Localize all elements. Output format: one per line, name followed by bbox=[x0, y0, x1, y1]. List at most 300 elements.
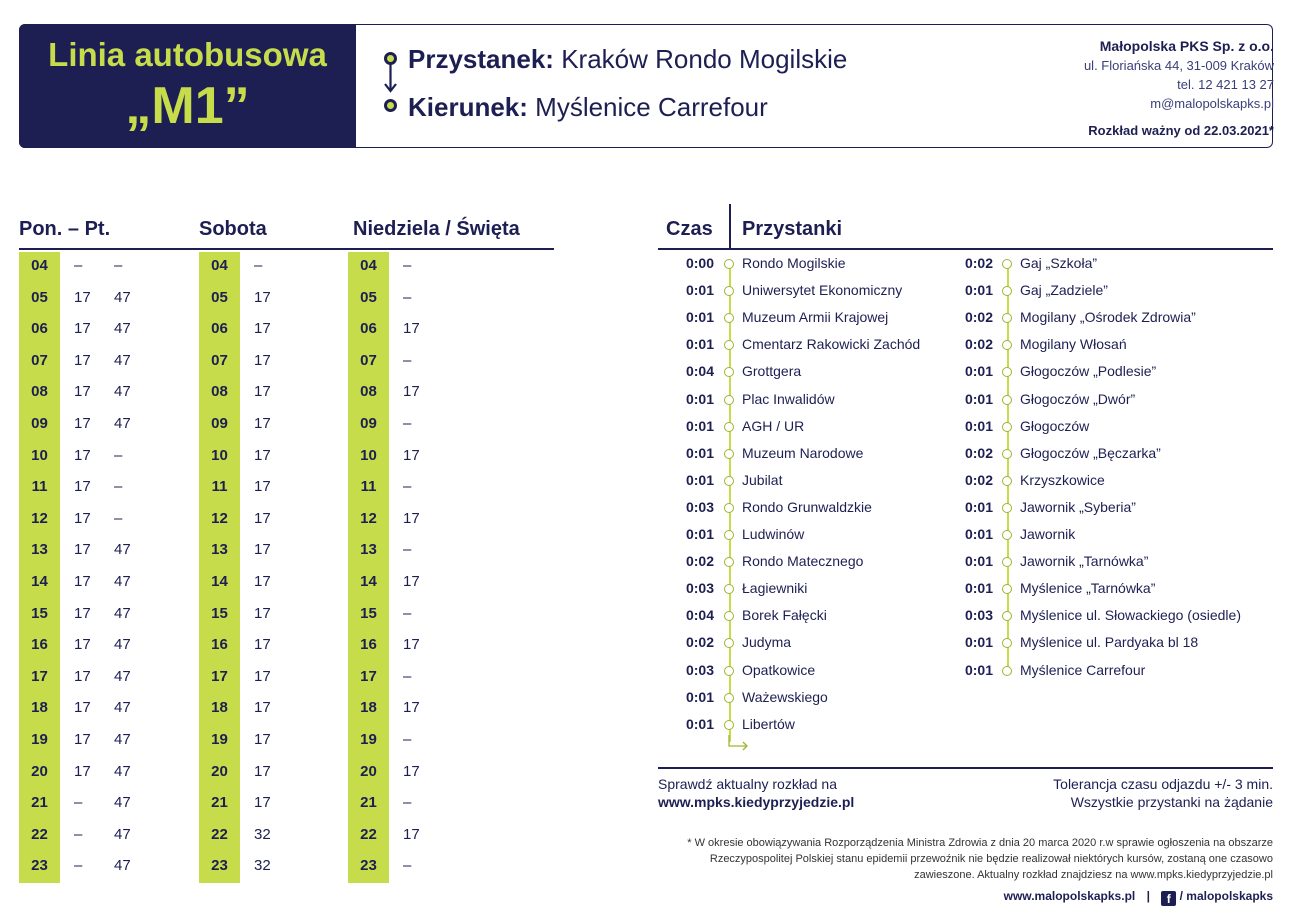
sunday-hour: 14 bbox=[360, 573, 377, 590]
route-stop bbox=[937, 521, 1297, 548]
sunday-minute: – bbox=[403, 257, 412, 274]
saturday-hour: 10 bbox=[211, 446, 228, 464]
saturday-row bbox=[199, 598, 369, 630]
tolerance-text: Tolerancja czasu odjazdu +/- 3 min. bbox=[1053, 776, 1273, 792]
route-stop-time: 0:01 bbox=[964, 526, 993, 542]
route-stop-time: 0:01 bbox=[685, 417, 714, 434]
route-stop-name: Mogilany Włosań bbox=[1020, 336, 1127, 353]
route-stop-name: Plac Inwalidów bbox=[742, 390, 835, 407]
route-stop-dot-icon bbox=[1002, 557, 1012, 567]
sunday-row bbox=[348, 313, 518, 345]
weekday-row bbox=[19, 408, 189, 440]
route-stop-name: Gaj „Szkoła” bbox=[1020, 255, 1098, 271]
direction-dot-icon bbox=[384, 99, 397, 112]
weekday-row bbox=[19, 345, 189, 377]
weekday-minute: 47 bbox=[114, 762, 131, 780]
weekday-minute: 17 bbox=[74, 478, 91, 496]
route-stop bbox=[937, 575, 1297, 602]
route-stop-name: Krzyszkowice bbox=[1020, 471, 1105, 488]
direction-arrow-icon bbox=[383, 64, 399, 94]
route-stop-time: 0:02 bbox=[685, 553, 714, 570]
route-stop bbox=[937, 467, 1297, 494]
line-label: Linia autobusowa bbox=[48, 36, 327, 73]
check-text: Sprawdź aktualny rozkład na bbox=[658, 776, 837, 792]
sunday-row bbox=[348, 598, 518, 630]
weekday-row bbox=[19, 313, 189, 345]
route-stop-dot-icon bbox=[1002, 395, 1012, 405]
weekday-minute: 17 bbox=[74, 509, 91, 527]
line-code: „M1” bbox=[125, 77, 250, 135]
saturday-row bbox=[199, 440, 369, 472]
weekday-minute: – bbox=[74, 257, 83, 274]
saturday-hour: 11 bbox=[211, 478, 228, 496]
route-stop-time: 0:01 bbox=[964, 363, 993, 380]
weekday-row bbox=[19, 756, 189, 788]
weekday-row bbox=[19, 629, 189, 661]
weekday-hour: 11 bbox=[31, 478, 48, 496]
route-stop-name: AGH / UR bbox=[742, 417, 805, 434]
sunday-minute: 17 bbox=[403, 383, 420, 401]
saturday-hour: 15 bbox=[211, 604, 228, 622]
route-stop-time: 0:00 bbox=[685, 255, 714, 271]
weekday-hour: 20 bbox=[31, 762, 48, 780]
company-phone: tel. 12 421 13 27 bbox=[1177, 77, 1274, 92]
saturday-row bbox=[199, 661, 369, 693]
weekday-minute: 17 bbox=[74, 731, 91, 748]
saturday-header: Sobota bbox=[199, 218, 267, 240]
sunday-row bbox=[348, 408, 518, 440]
sunday-hour: 21 bbox=[360, 794, 377, 812]
weekday-minute: – bbox=[114, 509, 123, 527]
weekday-minute: 47 bbox=[114, 541, 131, 559]
route-stop-name: Muzeum Armii Krajowej bbox=[742, 309, 889, 326]
sunday-minute: – bbox=[403, 794, 412, 812]
route-stop-dot-icon bbox=[1002, 530, 1012, 540]
weekday-minute: 47 bbox=[114, 667, 131, 685]
tolerance-info bbox=[1053, 775, 1273, 811]
route-stop-name: Myślenice Carrefour bbox=[1020, 661, 1146, 678]
saturday-minute: 17 bbox=[254, 604, 271, 622]
weekday-minute: – bbox=[74, 857, 83, 875]
saturday-hour: 13 bbox=[211, 541, 228, 559]
direction-label: Kierunek: bbox=[408, 92, 528, 122]
route-stop bbox=[937, 277, 1297, 304]
route-stop-name: Głogoczów „Podlesie” bbox=[1020, 363, 1157, 380]
route-stop-dot-icon bbox=[1002, 666, 1012, 676]
weekday-hour: 19 bbox=[31, 731, 48, 748]
weekday-header: Pon. – Pt. bbox=[19, 218, 111, 240]
weekday-minute: 17 bbox=[74, 699, 91, 717]
sunday-minute: – bbox=[403, 731, 412, 748]
route-stop-time: 0:01 bbox=[964, 417, 993, 434]
route-stop-name: Myślenice ul. Pardyaka bl 18 bbox=[1020, 634, 1199, 651]
saturday-hour: 04 bbox=[211, 257, 228, 274]
route-stop-time: 0:01 bbox=[685, 309, 714, 326]
route-stop-time: 0:01 bbox=[685, 390, 714, 407]
route-stop-dot-icon bbox=[1002, 476, 1012, 486]
sunday-row bbox=[348, 534, 518, 566]
route-stop-dot-icon bbox=[1002, 286, 1012, 296]
route-stop-dot-icon bbox=[1002, 611, 1012, 621]
sunday-row bbox=[348, 471, 518, 503]
sunday-hour: 11 bbox=[360, 478, 377, 496]
sunday-hour: 09 bbox=[360, 415, 377, 432]
saturday-row bbox=[199, 376, 369, 408]
saturday-hour: 21 bbox=[211, 794, 228, 812]
route-stop-time: 0:04 bbox=[685, 607, 714, 624]
weekday-minute: 17 bbox=[74, 351, 91, 369]
saturday-minute: 17 bbox=[254, 636, 271, 654]
saturday-row bbox=[199, 756, 369, 788]
saturday-minute: 32 bbox=[254, 825, 271, 843]
route-stop-name: Opatkowice bbox=[742, 661, 816, 678]
route-stop-name: Judyma bbox=[742, 634, 792, 651]
weekday-minute: 47 bbox=[114, 383, 131, 401]
facebook-link[interactable]: / malopolskapks bbox=[1179, 889, 1273, 903]
saturday-row bbox=[199, 471, 369, 503]
sunday-hour: 22 bbox=[360, 825, 377, 843]
route-stop bbox=[937, 440, 1297, 467]
route-stop-dot-icon bbox=[724, 666, 734, 676]
route-stop-time: 0:01 bbox=[685, 715, 714, 732]
company-info bbox=[1084, 37, 1274, 140]
route-stop-dot-icon bbox=[1002, 638, 1012, 648]
saturday-minute: 17 bbox=[254, 731, 271, 748]
weekday-hour: 18 bbox=[31, 699, 48, 717]
sunday-row bbox=[348, 787, 518, 819]
saturday-row bbox=[199, 819, 369, 851]
route-stop-dot-icon bbox=[724, 259, 734, 269]
route-stop-name: Głogoczów „Bęczarka” bbox=[1020, 444, 1161, 461]
weekday-minute: 47 bbox=[114, 857, 131, 875]
saturday-minute: 17 bbox=[254, 573, 271, 590]
saturday-hour: 06 bbox=[211, 320, 228, 338]
sunday-minute: 17 bbox=[403, 446, 420, 464]
sunday-hour: 13 bbox=[360, 541, 377, 559]
route-stop-name: Głogoczów „Dwór” bbox=[1020, 390, 1136, 407]
saturday-minute: 17 bbox=[254, 699, 271, 717]
sunday-hour: 18 bbox=[360, 699, 377, 717]
route-stop-name: Uniwersytet Ekonomiczny bbox=[742, 282, 903, 299]
facebook-icon[interactable]: f bbox=[1161, 891, 1176, 906]
route-stop-dot-icon bbox=[724, 503, 734, 513]
route-stop-name: Rondo Mogilskie bbox=[742, 255, 846, 271]
weekday-row bbox=[19, 598, 189, 630]
saturday-row bbox=[199, 282, 369, 314]
sunday-hour: 15 bbox=[360, 604, 377, 622]
sunday-row bbox=[348, 661, 518, 693]
route-stop-time: 0:01 bbox=[964, 553, 993, 570]
saturday-hour: 22 bbox=[211, 825, 228, 843]
saturday-row bbox=[199, 692, 369, 724]
route-stop-name: Jawornik bbox=[1020, 526, 1076, 542]
saturday-minute: 17 bbox=[254, 288, 271, 306]
sunday-hour: 07 bbox=[360, 351, 377, 369]
sunday-row bbox=[348, 440, 518, 472]
route-stop bbox=[937, 602, 1297, 629]
route-stop-time: 0:01 bbox=[685, 526, 714, 542]
sunday-minute: – bbox=[403, 667, 412, 685]
sunday-hour: 05 bbox=[360, 288, 377, 306]
route-stop-name: Muzeum Narodowe bbox=[742, 444, 864, 461]
saturday-row bbox=[199, 250, 369, 282]
weekday-minute: 17 bbox=[74, 604, 91, 622]
weekday-minute: – bbox=[74, 794, 83, 812]
weekday-hour: 23 bbox=[31, 857, 48, 875]
route-stop-name: Mogilany „Ośrodek Zdrowia” bbox=[1020, 309, 1196, 326]
saturday-hour: 17 bbox=[211, 667, 228, 685]
route-stop-time: 0:01 bbox=[685, 471, 714, 488]
route-stops-header: Przystanki bbox=[742, 218, 843, 240]
route-stop-dot-icon bbox=[724, 340, 734, 350]
weekday-minute: 47 bbox=[114, 794, 131, 812]
company-email[interactable]: m@malopolskapks.pl bbox=[1150, 96, 1274, 111]
weekday-minute: 47 bbox=[114, 636, 131, 654]
sunday-minute: – bbox=[403, 541, 412, 559]
weekday-minute: 47 bbox=[114, 351, 131, 369]
weekday-minute: – bbox=[114, 478, 123, 496]
bottom-links bbox=[1004, 889, 1273, 906]
weekday-minute: 17 bbox=[74, 636, 91, 654]
sunday-row bbox=[348, 692, 518, 724]
weekday-minute: – bbox=[74, 825, 83, 843]
weekday-minute: 47 bbox=[114, 699, 131, 717]
company-name: Małopolska PKS Sp. z o.o. bbox=[1099, 38, 1274, 54]
route-stop-name: Jawornik „Tarnówka” bbox=[1020, 553, 1149, 570]
weekday-minute: 47 bbox=[114, 415, 131, 432]
saturday-minute: 17 bbox=[254, 509, 271, 527]
saturday-minute: 17 bbox=[254, 667, 271, 685]
route-stop bbox=[937, 304, 1297, 331]
route-stop-time: 0:01 bbox=[685, 688, 714, 705]
note-line-2: Rzeczypospolitej Polskiej stanu epidemii przewoźnik nie będzie realizował niektórych kursów, zostaną one czasowo bbox=[709, 853, 1273, 865]
weekday-row bbox=[19, 724, 189, 756]
route-stop-dot-icon bbox=[724, 313, 734, 323]
weekday-hour: 16 bbox=[31, 636, 48, 654]
weekday-hour: 21 bbox=[31, 794, 48, 812]
weekday-minute: 17 bbox=[74, 762, 91, 780]
route-stop-name: Libertów bbox=[742, 715, 795, 732]
saturday-row bbox=[199, 566, 369, 598]
weekday-hour: 15 bbox=[31, 604, 48, 622]
route-stop-dot-icon bbox=[724, 367, 734, 377]
sunday-row bbox=[348, 724, 518, 756]
saturday-hour: 16 bbox=[211, 636, 228, 654]
weekday-minute: 47 bbox=[114, 731, 131, 748]
sunday-row bbox=[348, 282, 518, 314]
route-stop bbox=[937, 657, 1297, 684]
sunday-minute: – bbox=[403, 857, 412, 875]
weekday-minute: 17 bbox=[74, 573, 91, 590]
route-stop-dot-icon bbox=[1002, 367, 1012, 377]
saturday-minute: 17 bbox=[254, 478, 271, 496]
saturday-minute: 17 bbox=[254, 415, 271, 432]
weekday-minute: 17 bbox=[74, 383, 91, 401]
stop-name: Kraków Rondo Mogilskie bbox=[561, 44, 848, 74]
sunday-row bbox=[348, 345, 518, 377]
route-stop-time: 0:01 bbox=[685, 336, 714, 353]
route-stop-time: 0:01 bbox=[964, 282, 993, 299]
route-stop-dot-icon bbox=[724, 720, 734, 730]
saturday-hour: 20 bbox=[211, 762, 228, 780]
sunday-hour: 23 bbox=[360, 857, 377, 875]
route-header-divider bbox=[729, 204, 731, 248]
route-stop bbox=[937, 250, 1297, 277]
saturday-row bbox=[199, 629, 369, 661]
sunday-hour: 17 bbox=[360, 667, 377, 685]
saturday-hour: 05 bbox=[211, 288, 228, 306]
route-stop-name: Myślenice ul. Słowackiego (osiedle) bbox=[1020, 607, 1241, 624]
saturday-minute: 17 bbox=[254, 351, 271, 369]
stop-label: Przystanek: bbox=[408, 44, 554, 74]
route-stop-name: Gaj „Zadziele” bbox=[1020, 282, 1108, 299]
line-badge bbox=[19, 24, 356, 148]
saturday-row bbox=[199, 787, 369, 819]
sunday-minute: – bbox=[403, 604, 412, 622]
route-stop-time: 0:03 bbox=[685, 661, 714, 678]
route-stop-dot-icon bbox=[1002, 340, 1012, 350]
check-url-link[interactable]: www.mpks.kiedyprzyjedzie.pl bbox=[658, 794, 855, 810]
route-stop-dot-icon bbox=[1002, 584, 1012, 594]
check-schedule bbox=[658, 775, 854, 811]
saturday-row bbox=[199, 850, 369, 882]
route-stop bbox=[937, 386, 1297, 413]
saturday-hour: 14 bbox=[211, 573, 228, 590]
route-stop-dot-icon bbox=[1002, 503, 1012, 513]
saturday-minute: 17 bbox=[254, 446, 271, 464]
weekday-hour: 13 bbox=[31, 541, 48, 559]
route-time-header: Czas bbox=[666, 218, 713, 240]
sunday-hour: 10 bbox=[360, 446, 377, 464]
route-stop-dot-icon bbox=[724, 584, 734, 594]
route-stop-name: Jawornik „Syberia” bbox=[1020, 498, 1136, 515]
weekday-hour: 14 bbox=[31, 573, 48, 590]
sunday-hour: 19 bbox=[360, 731, 377, 748]
direction-line bbox=[408, 92, 768, 123]
route-stop bbox=[937, 494, 1297, 521]
route-stop-time: 0:03 bbox=[685, 498, 714, 515]
route-stop-time: 0:01 bbox=[964, 580, 993, 597]
weekday-row bbox=[19, 819, 189, 851]
weekday-row bbox=[19, 787, 189, 819]
route-stop-dot-icon bbox=[724, 395, 734, 405]
sunday-minute: 17 bbox=[403, 509, 420, 527]
saturday-minute: 32 bbox=[254, 857, 271, 875]
route-stop-dot-icon bbox=[724, 557, 734, 567]
saturday-hour: 23 bbox=[211, 857, 228, 875]
route-stop-time: 0:03 bbox=[964, 607, 993, 624]
website-link[interactable]: www.malopolskapks.pl bbox=[1003, 889, 1136, 903]
weekday-row bbox=[19, 282, 189, 314]
route-stop-time: 0:02 bbox=[685, 634, 714, 651]
weekday-row bbox=[19, 250, 189, 282]
sunday-hour: 04 bbox=[360, 257, 377, 274]
route-stop-name: Głogoczów bbox=[1020, 417, 1090, 434]
route-stop-name: Rondo Grunwaldzkie bbox=[742, 498, 872, 515]
route-stop bbox=[658, 711, 1018, 738]
route-stop-time: 0:01 bbox=[964, 634, 993, 651]
route-stop-name: Cmentarz Rakowicki Zachód bbox=[742, 336, 921, 353]
route-stop bbox=[937, 413, 1297, 440]
weekday-hour: 07 bbox=[31, 351, 48, 369]
sunday-minute: 17 bbox=[403, 636, 420, 654]
route-stop bbox=[937, 358, 1297, 385]
saturday-minute: 17 bbox=[254, 762, 271, 780]
sunday-minute: 17 bbox=[403, 320, 420, 338]
route-stop-name: Myślenice „Tarnówka” bbox=[1020, 580, 1156, 597]
note-line-1: * W okresie obowiązywania Rozporządzenia Ministra Zdrowia z dnia 20 marca 2020 r.w sprawie ogłoszenia na obszarze bbox=[687, 837, 1273, 849]
saturday-minute: 17 bbox=[254, 794, 271, 812]
sunday-minute: – bbox=[403, 288, 412, 306]
on-request-text: Wszystkie przystanki na żądanie bbox=[1070, 794, 1273, 810]
route-stop bbox=[937, 331, 1297, 358]
direction-name: Myślenice Carrefour bbox=[535, 92, 768, 122]
footer-divider bbox=[658, 767, 1273, 769]
sunday-row bbox=[348, 250, 518, 282]
weekday-hour: 12 bbox=[31, 509, 48, 527]
saturday-hour: 09 bbox=[211, 415, 228, 432]
weekday-minute: 47 bbox=[114, 320, 131, 338]
route-stop-time: 0:03 bbox=[685, 580, 714, 597]
route-stop-dot-icon bbox=[1002, 422, 1012, 432]
weekday-minute: – bbox=[114, 257, 123, 274]
weekday-row bbox=[19, 850, 189, 882]
route-stop-time: 0:01 bbox=[964, 390, 993, 407]
sunday-minute: – bbox=[403, 478, 412, 496]
route-stop-time: 0:04 bbox=[685, 363, 714, 380]
saturday-row bbox=[199, 345, 369, 377]
route-stop-time: 0:02 bbox=[964, 471, 993, 488]
sunday-hour: 12 bbox=[360, 509, 377, 527]
weekday-hour: 04 bbox=[31, 257, 48, 274]
route-stop-dot-icon bbox=[724, 638, 734, 648]
sunday-header: Niedziela / Święta bbox=[353, 218, 520, 240]
weekday-minute: 17 bbox=[74, 288, 91, 306]
saturday-row bbox=[199, 313, 369, 345]
sunday-minute: 17 bbox=[403, 762, 420, 780]
weekday-minute: 17 bbox=[74, 320, 91, 338]
weekday-hour: 08 bbox=[31, 383, 48, 401]
saturday-hour: 12 bbox=[211, 509, 228, 527]
weekday-row bbox=[19, 471, 189, 503]
weekday-minute: 17 bbox=[74, 541, 91, 559]
sunday-row bbox=[348, 629, 518, 661]
route-stop-dot-icon bbox=[724, 611, 734, 621]
sunday-minute: 17 bbox=[403, 573, 420, 590]
weekday-minute: 17 bbox=[74, 415, 91, 432]
valid-from: Rozkład ważny od 22.03.2021* bbox=[1088, 123, 1274, 138]
sunday-row bbox=[348, 566, 518, 598]
route-stop-dot-icon bbox=[724, 476, 734, 486]
sunday-row bbox=[348, 819, 518, 851]
weekday-hour: 22 bbox=[31, 825, 48, 843]
route-stop bbox=[937, 629, 1297, 656]
weekday-minute: 17 bbox=[74, 446, 91, 464]
saturday-minute: – bbox=[254, 257, 263, 274]
route-stop-time: 0:02 bbox=[964, 444, 993, 461]
route-stop-name: Grottgera bbox=[742, 363, 802, 380]
saturday-hour: 18 bbox=[211, 699, 228, 717]
covid-note bbox=[633, 835, 1273, 883]
route-stop-dot-icon bbox=[724, 693, 734, 703]
weekday-minute: 47 bbox=[114, 604, 131, 622]
sunday-minute: 17 bbox=[403, 825, 420, 843]
saturday-row bbox=[199, 408, 369, 440]
weekday-row bbox=[19, 692, 189, 724]
sunday-row bbox=[348, 503, 518, 535]
weekday-minute: 17 bbox=[74, 667, 91, 685]
route-stop-time: 0:01 bbox=[964, 498, 993, 515]
